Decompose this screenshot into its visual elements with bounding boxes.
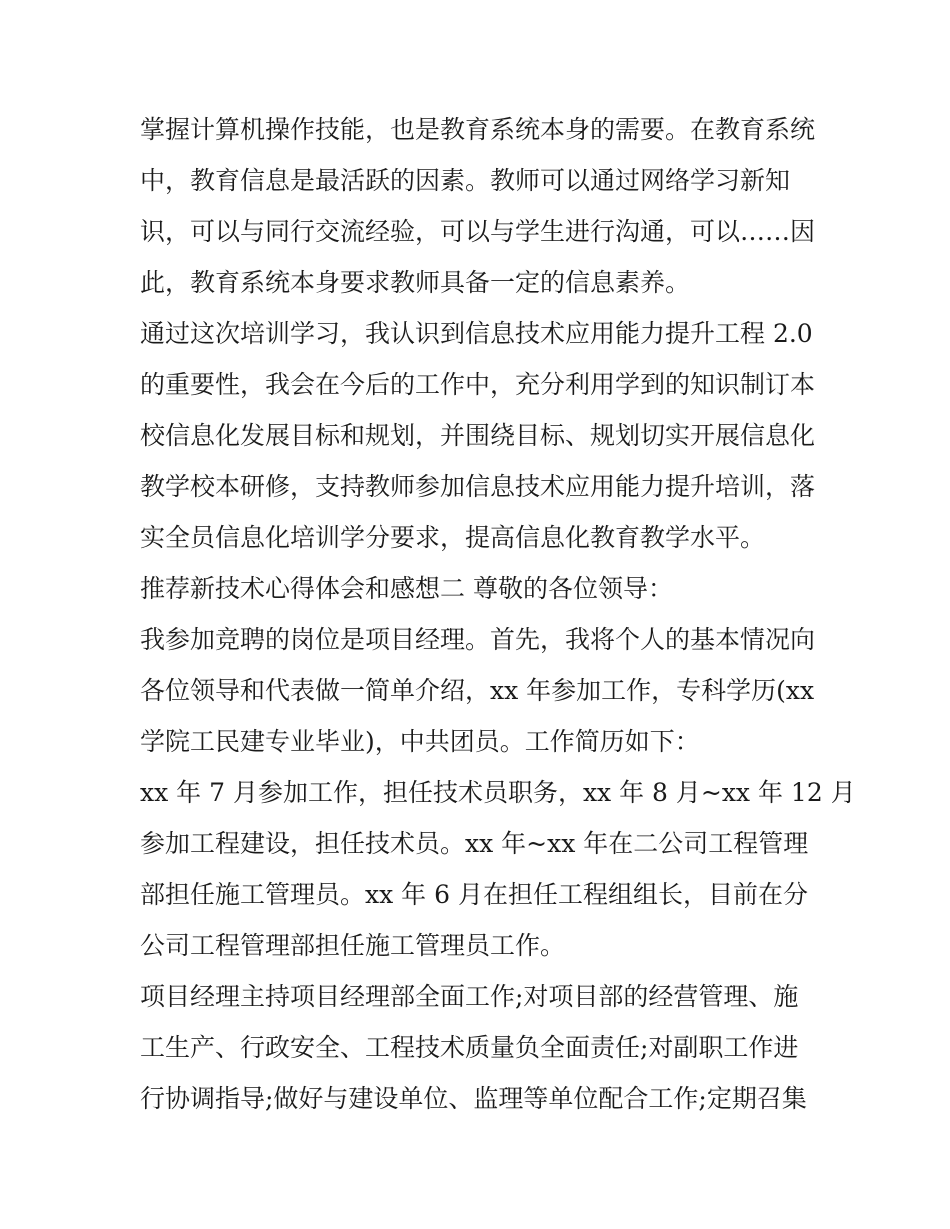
- text-line: 行协调指导;做好与建设单位、监理等单位配合工作;定期召集: [140, 1084, 807, 1113]
- section-heading: 推荐新技术心得体会和感想二 尊敬的各位领导：: [140, 574, 673, 603]
- text-line: 实全员信息化培训学分要求，提高信息化教育教学水平。: [140, 523, 766, 552]
- text-line: 项目经理主持项目经理部全面工作;对项目部的经营管理、施: [140, 982, 799, 1011]
- text-line: 掌握计算机操作技能，也是教育系统本身的需要。在教育系统: [140, 115, 816, 144]
- text-line: 工生产、行政安全、工程技术质量负全面责任;对副职工作进: [140, 1033, 799, 1062]
- text-line: 参加工程建设，担任技术员。xx 年~xx 年在二公司工程管理: [140, 829, 809, 858]
- text-line: 的重要性，我会在今后的工作中，充分利用学到的知识制订本: [140, 370, 816, 399]
- text-line: 公司工程管理部担任施工管理员工作。: [140, 931, 566, 960]
- text-line: 中，教育信息是最活跃的因素。教师可以通过网络学习新知: [140, 166, 791, 195]
- text-line: 部担任施工管理员。xx 年 6 月在担任工程组组长，目前在分: [140, 880, 808, 909]
- text-line: 学院工民建专业毕业)，中共团员。工作简历如下：: [140, 727, 700, 756]
- text-line: 教学校本研修，支持教师参加信息技术应用能力提升培训，落: [140, 472, 816, 501]
- text-line: 识，可以与同行交流经验，可以与学生进行沟通，可以……因: [140, 217, 816, 246]
- text-line: 此，教育系统本身要求教师具备一定的信息素养。: [140, 268, 691, 297]
- text-line: 各位领导和代表做一简单介绍，xx 年参加工作，专科学历(xx: [140, 676, 815, 705]
- text-line: xx 年 7 月参加工作，担任技术员职务，xx 年 8 月~xx 年 12 月: [140, 778, 856, 807]
- text-line: 校信息化发展目标和规划，并围绕目标、规划切实开展信息化: [140, 421, 816, 450]
- text-line: 我参加竞聘的岗位是项目经理。首先，我将个人的基本情况向: [140, 625, 816, 654]
- text-line: 通过这次培训学习，我认识到信息技术应用能力提升工程 2.0: [140, 319, 813, 348]
